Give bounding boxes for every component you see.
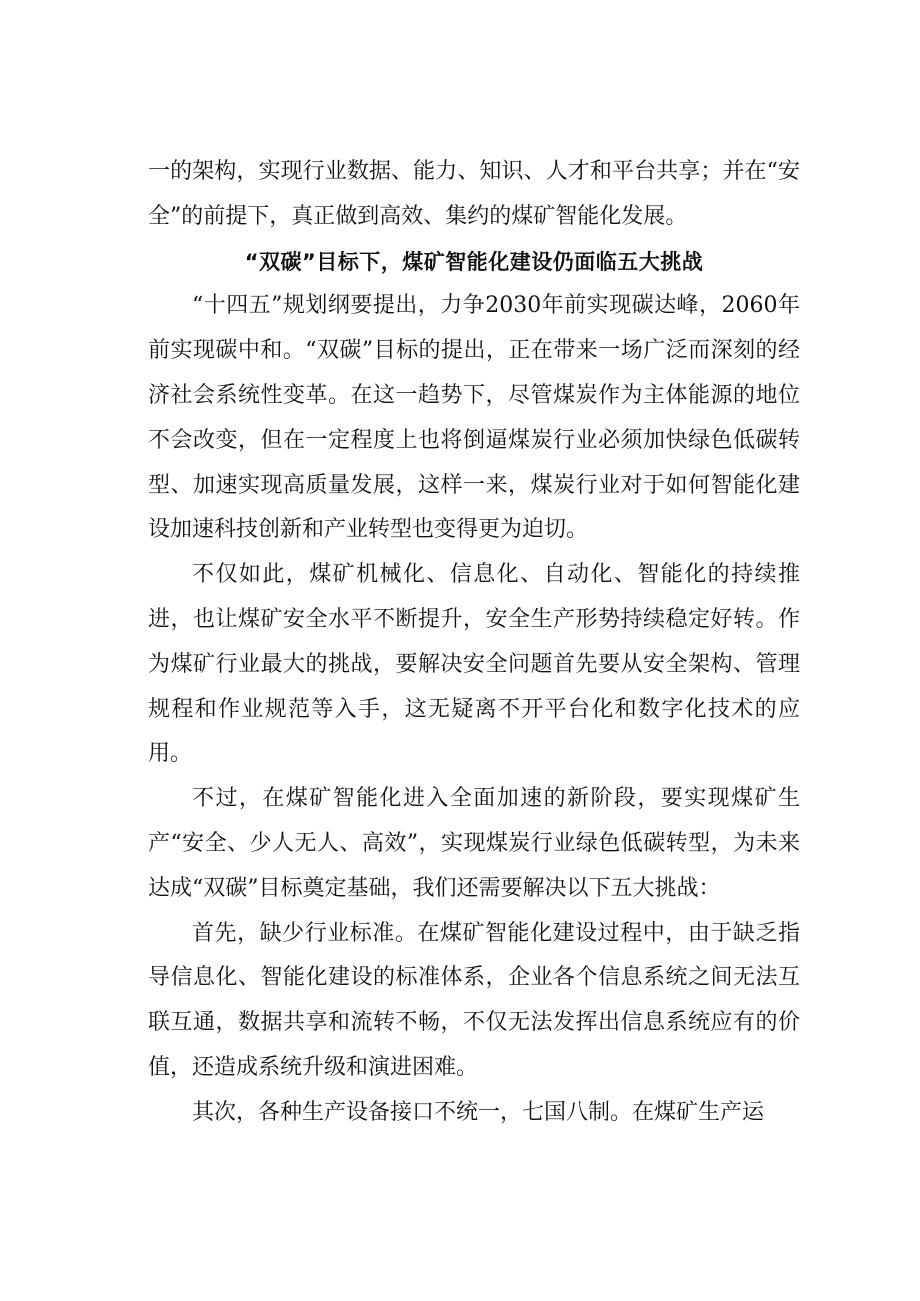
paragraph: 首先，缺少行业标准。在煤矿智能化建设过程中，由于缺乏指导信息化、智能化建设的标准体系，企业各个信息系统之间无法互联互通，数据共享和流转不畅，不仅无法发挥出信息系统应有的价值，还造成系统升级和演进困难。 [148,920,800,1080]
paragraph: 一的架构，实现行业数据、能力、知识、人才和平台共享；并在“安全”的前提下，真正做到高效、集约的煤矿智能化发展。 [148,159,800,229]
section-heading: “双碳”目标下，煤矿智能化建设仍面临五大挑战 [244,249,704,274]
paragraph: 不过，在煤矿智能化进入全面加速的新阶段，要实现煤矿生产“安全、少人无人、高效”，实现煤炭行业绿色低碳转型，为未来达成“双碳”目标奠定基础，我们还需要解决以下五大挑战： [148,786,800,901]
paragraph: 不仅如此，煤矿机械化、信息化、自动化、智能化的持续推进，也让煤矿安全水平不断提升，安全生产形势持续稳定好转。作为煤矿行业最大的挑战，要解决安全问题首先要从安全架构、管理规程和作业规范等入手，这无疑离不开平台化和数字化技术的应用。 [148,562,800,767]
paragraph: “十四五”规划纲要提出，力争2030年前实现碳达峰，2060年前实现碳中和。“双碳”目标的提出，正在带来一场广泛而深刻的经济社会系统性变革。在这一趋势下，尽管煤炭作为主体能源的地位不会改变，但在一定程度上也将倒逼煤炭行业必须加快绿色低碳转型、加速实现高质量发展，这样一来，煤炭行业对于如何智能化建设加速科技创新和产业转型也变得更为迫切。 [148,293,800,543]
document-body [148,150,800,1136]
paragraph: 其次，各种生产设备接口不统一，七国八制。在煤矿生产运 [192,1099,765,1125]
